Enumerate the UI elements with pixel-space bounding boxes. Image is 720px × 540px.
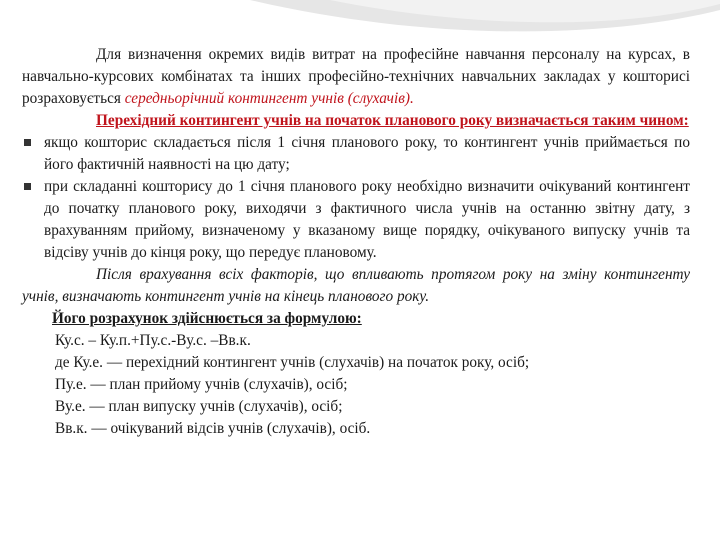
formula-block <box>22 330 690 440</box>
bullet-text: при складанні кошторису до 1 січня планового року необхідно визначити очікуваний контингент до початку планового року, виходячи з фактичного числа учнів на останню звітну дату, з врахуванням прийому, визначеному у вказаному вище порядку, очікуваного випуску учнів та відсіву учнів до кінця року, що передує плановому. <box>44 178 690 261</box>
bullet-text: якщо кошторис складається після 1 січня планового року, то контингент учнів приймається по його фактичній наявності на цю дату; <box>44 134 690 173</box>
document-body <box>22 44 690 440</box>
intro-highlight: середньорічний контингент учнів (слухачів). <box>124 90 414 107</box>
formula-expression: Ку.с. – Ку.п.+Пу.с.-Ву.с. –Вв.к. <box>55 332 251 349</box>
transitional-heading: Перехідний контингент учнів на початок планового року визначається таким чином: <box>96 112 689 129</box>
list-item <box>22 176 690 264</box>
formula-legend-line: де Ку.е. — перехідний контингент учнів (слухачів) на початок року, осіб; <box>55 354 530 371</box>
intro-text: Для визначення окремих видів витрат на професійне навчання персоналу на курсах, в навчально-курсових комбінатах та інших професійно-технічних навчальних закладах у кошторисі розраховується <box>22 46 690 107</box>
intro-paragraph <box>22 44 690 110</box>
bullet-list <box>22 132 690 264</box>
formula-legend-line: Пу.е. — план прийому учнів (слухачів), осіб; <box>55 376 348 393</box>
factors-paragraph: Після врахування всіх факторів, що впливають протягом року на зміну контингенту учнів, визначають контингент учнів на кінець планового року. <box>22 266 690 305</box>
formula-legend-line: Ву.е. — план випуску учнів (слухачів), осіб; <box>55 398 343 415</box>
list-item <box>22 132 690 176</box>
square-bullet-icon <box>24 139 31 146</box>
square-bullet-icon <box>24 183 31 190</box>
formula-legend-line: Вв.к. — очікуваний відсів учнів (слухачів), осіб. <box>55 420 371 437</box>
formula-title: Його розрахунок здійснюється за формулою: <box>52 310 362 327</box>
